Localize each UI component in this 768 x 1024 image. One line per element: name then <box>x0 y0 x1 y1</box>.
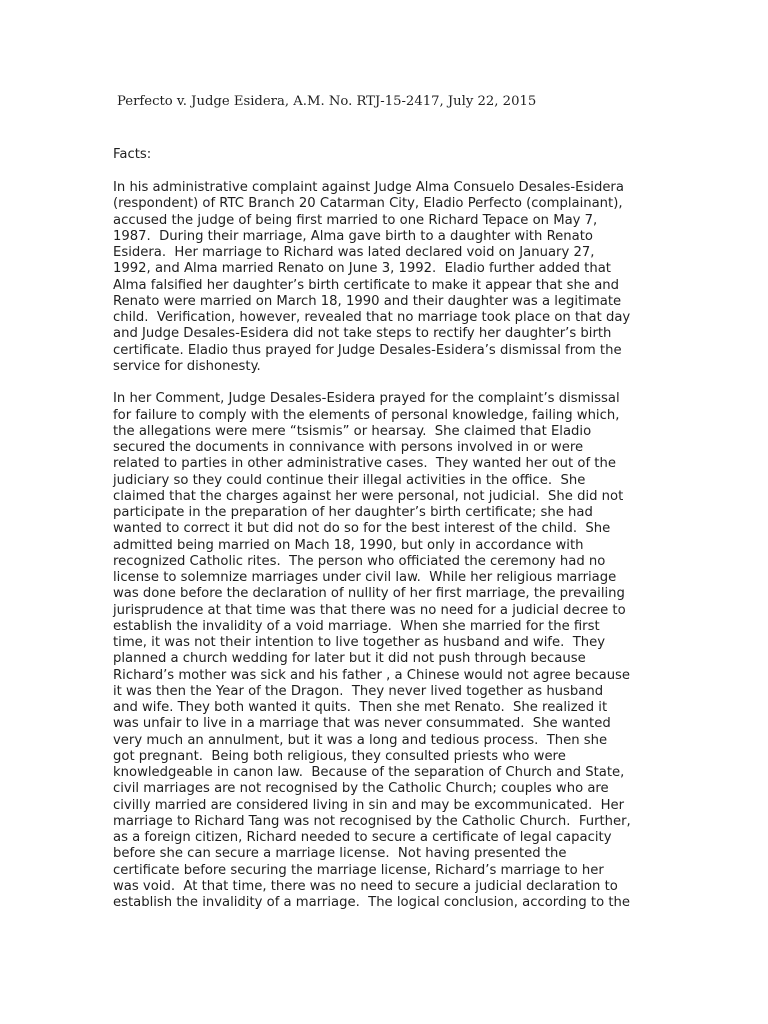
text-line: time, it was not their intention to live together as husband and wife. They <box>113 635 606 650</box>
text-line: judiciary so they could continue their illegal activities in the office. She <box>113 472 586 488</box>
text-line: marriage to Richard Tang was not recognised by the Catholic Church. Further, <box>113 813 631 829</box>
text-line: knowledgeable in canon law. Because of the separation of Church and State, <box>113 765 625 780</box>
text-line: jurisprudence at that time was that there was no need for a judicial decree to <box>113 602 626 618</box>
text-line: was void. At that time, there was no need to secure a judicial declaration to <box>113 878 618 894</box>
text-line: got pregnant. Being both religious, they consulted priests who were <box>113 748 566 764</box>
text-line: child. Verification, however, revealed that no marriage took place on that day <box>113 310 631 325</box>
text-line: related to parties in other administrative cases. They wanted her out of the <box>113 456 616 472</box>
text-line: was done before the declaration of nullity of her first marriage, the prevailing <box>113 586 625 602</box>
text-line: participate in the preparation of her daughter’s birth certificate; she had <box>113 505 593 520</box>
text-line: Renato were married on March 18, 1990 and their daughter was a legitimate <box>113 293 622 309</box>
text-line: and Judge Desales-Esidera did not take steps to rectify her daughter’s birth <box>113 326 612 342</box>
text-line: In his administrative complaint against Judge Alma Consuelo Desales-Esidera <box>113 180 624 195</box>
text-line: it was then the Year of the Dragon. They never lived together as husband <box>113 683 604 699</box>
text-line: In her Comment, Judge Desales-Esidera prayed for the complaint’s dismissal <box>113 391 620 407</box>
text-line: as a foreign citizen, Richard needed to secure a certificate of legal capacity <box>113 830 612 845</box>
text-line: accused the judge of being first married to one Richard Tepace on May 7, <box>113 212 598 228</box>
text-line: (respondent) of RTC Branch 20 Catarman City, Eladio Perfecto (complainant), <box>113 196 623 212</box>
text-line: Esidera. Her marriage to Richard was lated declared void on January 27, <box>113 245 595 260</box>
paragraph-gap <box>113 375 673 391</box>
text-line: planned a church wedding for later but it did not push through because <box>113 651 586 667</box>
text-line: admitted being married on Mach 18, 1990, but only in accordance with <box>113 537 584 553</box>
text-line: civil marriages are not recognised by the Catholic Church; couples who are <box>113 781 609 797</box>
text-line: before she can secure a marriage license. Not having presented the <box>113 846 567 862</box>
text-line: recognized Catholic rites. The person who officiated the ceremony had no <box>113 553 606 569</box>
text-line: license to solemnize marriages under civil law. While her religious marriage <box>113 570 617 585</box>
text-line: very much an annulment, but it was a long and tedious process. Then she <box>113 732 608 748</box>
text-line: was unfair to live in a marriage that was never consummated. She wanted <box>113 716 611 732</box>
text-line: establish the invalidity of a void marriage. When she married for the first <box>113 618 600 634</box>
text-line: 1992, and Alma married Renato on June 3, 1992. Eladio further added that <box>113 261 611 277</box>
text-line: the allegations were mere “tsismis” or hearsay. She claimed that Eladio <box>113 423 592 439</box>
text-line: wanted to correct it but did not do so for the best interest of the child. She <box>113 521 611 537</box>
text-line: civilly married are considered living in sin and may be excommunicated. Her <box>113 797 625 813</box>
text-line: Richard’s mother was sick and his father , a Chinese would not agree because <box>113 667 631 683</box>
paragraph-2 <box>113 391 673 911</box>
text-line: secured the documents in connivance with persons involved in or were <box>113 440 584 455</box>
case-title: Perfecto v. Judge Esidera, A.M. No. RTJ-15-2417, July 22, 2015 <box>117 94 537 109</box>
text-line: service for dishonesty. <box>113 358 261 374</box>
document-body <box>113 180 673 911</box>
text-line: Alma falsified her daughter’s birth certificate to make it appear that she and <box>113 277 620 293</box>
text-line: certificate. Eladio thus prayed for Judge Desales-Esidera’s dismissal from the <box>113 342 622 358</box>
text-line: 1987. During their marriage, Alma gave birth to a daughter with Renato <box>113 228 593 244</box>
text-line: claimed that the charges against her were personal, not judicial. She did not <box>113 488 624 504</box>
text-line: certificate before securing the marriage license, Richard’s marriage to her <box>113 862 604 878</box>
text-line: for failure to comply with the elements of personal knowledge, failing which, <box>113 407 620 423</box>
section-heading-facts: Facts: <box>113 147 152 162</box>
text-line: establish the invalidity of a marriage. The logical conclusion, according to the <box>113 895 630 910</box>
text-line: and wife. They both wanted it quits. Then she met Renato. She realized it <box>113 700 608 715</box>
paragraph-1 <box>113 180 673 375</box>
